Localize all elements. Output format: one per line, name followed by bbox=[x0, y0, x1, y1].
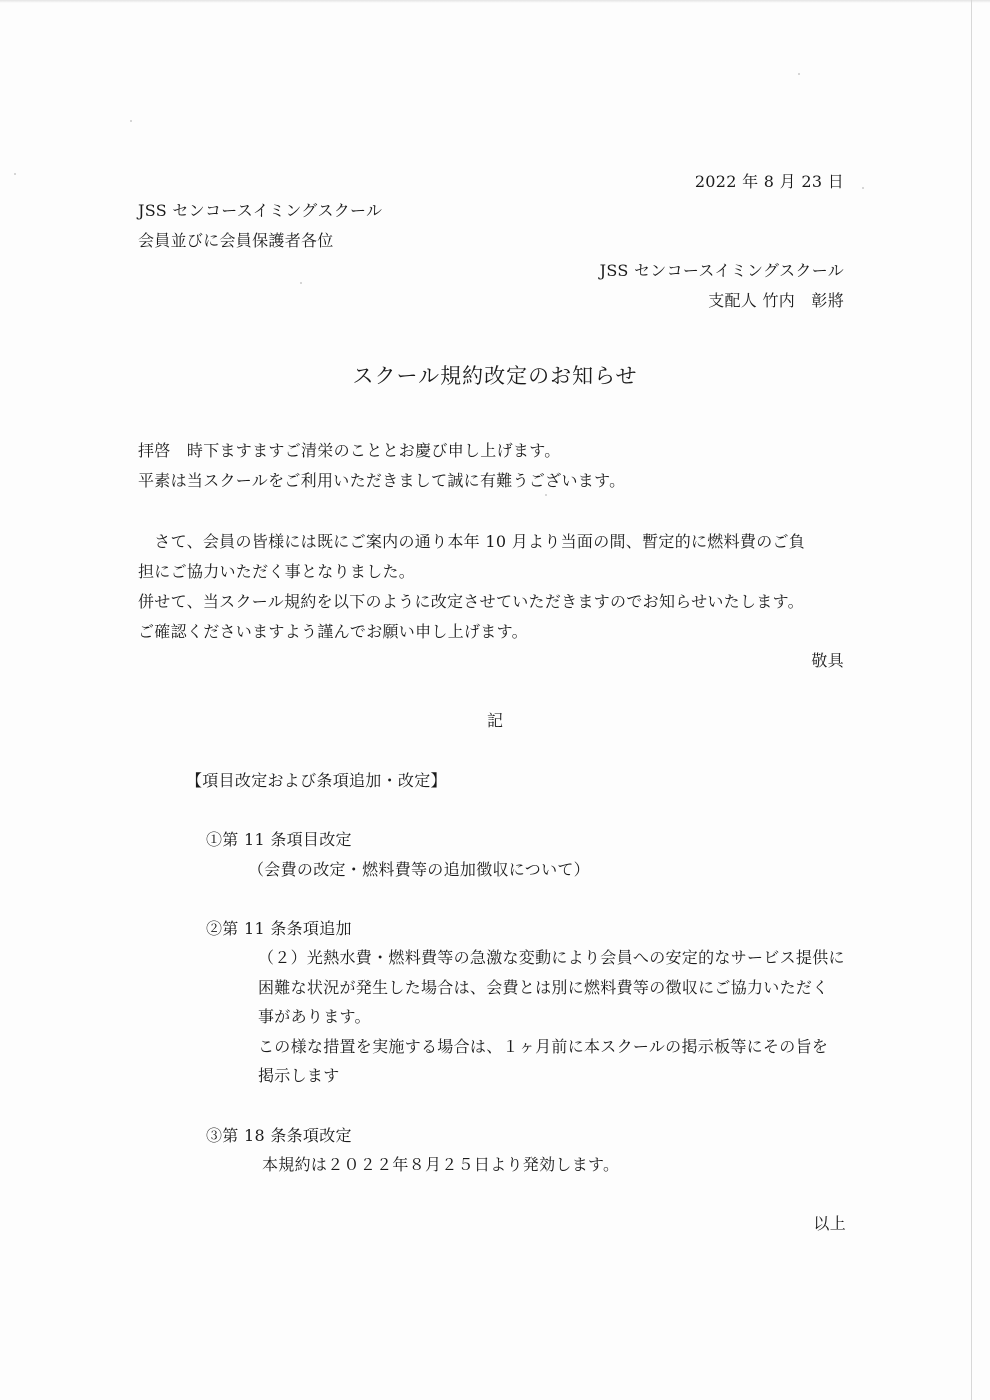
item-1-text: （会費の改定・燃料費等の追加徴収について） bbox=[248, 860, 590, 879]
sender-organization: JSS センコースイミングスクール bbox=[599, 261, 844, 280]
recipient-addressees: 会員並びに会員保護者各位 bbox=[138, 231, 334, 250]
body-line-3: 併せて、当スクール規約を以下のように改定させていただきますのでお知らせいたします。 bbox=[138, 592, 804, 611]
scan-speck bbox=[545, 494, 547, 496]
recipient-organization: JSS センコースイミングスクール bbox=[138, 201, 383, 220]
body-line-4: ご確認くださいますよう謹んでお願い申し上げます。 bbox=[138, 622, 528, 641]
greeting-line-2: 平素は当スクールをご利用いただきまして誠に有難うございます。 bbox=[138, 471, 626, 490]
end-ijou: 以上 bbox=[813, 1214, 846, 1233]
item-1-title: ①第 11 条項目改定 bbox=[206, 830, 352, 849]
item-3-title: ③第 18 条条項改定 bbox=[206, 1126, 352, 1145]
ki-marker: 記 bbox=[486, 711, 503, 730]
scan-speck bbox=[300, 282, 302, 284]
sender-name: 支配人 竹内 彰將 bbox=[708, 291, 844, 310]
page-title: スクール規約改定のお知らせ bbox=[352, 364, 638, 388]
body-line-2: 担にご協力いただく事となりました。 bbox=[138, 562, 416, 581]
document-date: 2022 年 8 月 23 日 bbox=[694, 172, 844, 191]
item-2-title: ②第 11 条条項追加 bbox=[206, 919, 352, 938]
scan-speck bbox=[862, 187, 864, 189]
item-2-line-5: 掲示します bbox=[258, 1066, 340, 1085]
body-line-1: さて、会員の皆様には既にご案内の通り本年 10 月より当面の間、暫定的に燃料費のご負 bbox=[138, 532, 806, 551]
scan-top-edge bbox=[0, 0, 990, 3]
item-2-line-4: この様な措置を実施する場合は、１ヶ月前に本スクールの掲示板等にその旨を bbox=[258, 1037, 829, 1056]
item-2-line-3: 事があります。 bbox=[258, 1007, 371, 1026]
section-heading: 【項目改定および条項追加・改定】 bbox=[186, 771, 447, 790]
item-2-line-1: （２）光熱水費・燃料費等の急激な変動により会員への安定的なサービス提供に bbox=[258, 948, 845, 967]
closing-keigu: 敬具 bbox=[811, 651, 844, 670]
item-3-text: 本規約は２０２２年８月２５日より発効します。 bbox=[262, 1155, 620, 1174]
item-2-line-2: 困難な状況が発生した場合は、会費とは別に燃料費等の徴収にご協力いただく bbox=[258, 978, 829, 997]
scan-speck bbox=[798, 73, 800, 75]
scan-right-edge bbox=[971, 0, 972, 1400]
greeting-line-1: 拝啓 時下ますますご清栄のこととお慶び申し上げます。 bbox=[138, 441, 561, 460]
scan-speck bbox=[130, 120, 132, 122]
scan-speck bbox=[14, 173, 16, 175]
